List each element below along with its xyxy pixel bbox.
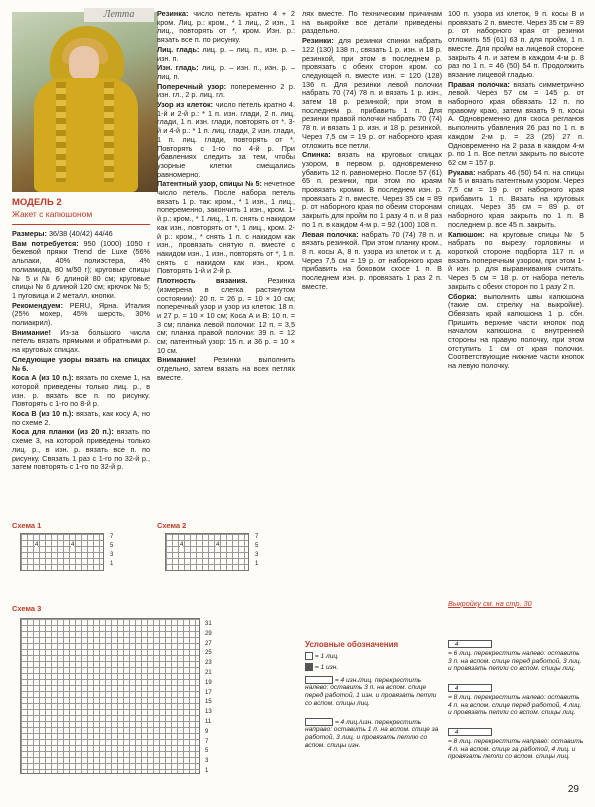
- legend-title: Условные обозначения: [305, 640, 399, 649]
- paragraph: [448, 10, 584, 80]
- paragraph-lead: Поперечный узор:: [157, 81, 227, 91]
- paragraph-lead: Плотность вязания.: [157, 276, 248, 286]
- row-number: 9: [205, 728, 209, 735]
- paragraph-text: вязать на круговых спицах узором, в первом р. одновременно убавить 12 п. равномерно. После 57 (61) 65 п. резинки, при этом по краям провязать кромки. В последнем изн. р. провязать 2 п. вместе. Через 35 см = 89 р. от наборного края по обеим сторонам закрыть для пройм по 1 разу 4 п. и 8 раз по 1 п. в каждом 4-м р. = 92 (100) 108 п.: [302, 150, 442, 229]
- paragraph-lead: Коса В (из 10 п.):: [12, 409, 74, 419]
- legend-text: = 8 лиц. перекрестить налево: оставить 4 п. на вспом. спице перед работой, 4 лиц. и провязать петли со вспом. спицы лиц.: [448, 694, 582, 717]
- legend-item: [305, 652, 441, 660]
- paragraph: [157, 356, 295, 382]
- text-column-1: [12, 230, 150, 473]
- paragraph-lead: Патентный узор, спицы № 5:: [157, 179, 262, 189]
- paragraph-text: вязать, как косу А, но по схеме 2.: [12, 409, 150, 427]
- paragraph-lead: Коса А (из 10 п.):: [12, 373, 74, 383]
- paragraph: [12, 230, 150, 239]
- legend-symbol-label: 4: [455, 686, 459, 692]
- schema-1-title: Схема 1: [12, 521, 42, 530]
- schema-2-grid: [165, 533, 249, 571]
- paragraph-lead: Узор из клеток:: [157, 100, 214, 110]
- legend-symbol-label: 4: [455, 642, 459, 648]
- cable-detail: [104, 82, 114, 182]
- paragraph: [448, 293, 584, 371]
- paragraph: [157, 10, 295, 45]
- row-number: 15: [205, 699, 212, 706]
- schema-1-row-numbers: [110, 534, 113, 570]
- row-number: 5: [110, 543, 114, 549]
- row-number: 19: [205, 679, 212, 686]
- paragraph: [448, 169, 584, 230]
- legend-text: = 4 изн./лиц. перекрестить налево: оставить 3 п. на вспом. спице перед работой, 1 изн. и провязать петли со вспом. спицы лиц.: [305, 676, 437, 707]
- paragraph: [302, 37, 442, 150]
- legend-symbol: [448, 640, 492, 648]
- row-number: 3: [110, 552, 114, 558]
- legend-symbol: [448, 728, 492, 736]
- paragraph-text: выполнить швы капюшона (такие см. стрелку на выкройке). Обвязать край капюшона 1 р. сбн. Пришить верхние части кнопок под началом капюшона с внутренней стороны на правую полочку, при этом отступить 1 см от края полочки. Соответствующие нижние части кнопок на левую полочку.: [448, 291, 584, 371]
- paragraph: [12, 240, 150, 301]
- paragraph-text: набрать 70 (74) 78 п. и вязать резинкой. При этом планку кром., 8 п. косы А, 8 п. узора из клеток и т. д. Через 7,5 см = 19 р. от наборного края прибавить на боковом скосе 1 п. В последнем изн. р. провязать 1 раз 2 п. вместе.: [302, 229, 442, 291]
- paragraph-text: лиц. р. – лиц. п., изн. р. – изн. п.: [157, 44, 295, 63]
- paragraph-text: на круговые спицы № 5 набрать по вырезу горловины и короткой стороне подборта 117 п. и вязать поперечным узором, при этом 1-й изн. р. для выравнивания считать. Через 5 см = 18 р. от набора петель закрыть с обеих сторон по 1 разу 2 п.: [448, 229, 584, 291]
- paragraph-text: лях вместе. По техническим причинам на выкройке все детали приведены раздельно.: [302, 9, 442, 36]
- paragraph-text: 36/38 (40/42) 44/46: [46, 229, 113, 238]
- schema-2-cross-label: 4: [216, 542, 220, 548]
- paragraph: [157, 83, 295, 100]
- paragraph-lead: Резинка:: [157, 9, 189, 18]
- row-number: 7: [110, 534, 114, 540]
- paragraph-text: лиц. р. – изн. п., изн. р. – лиц. п.: [157, 63, 295, 81]
- legend-item: [448, 684, 584, 717]
- schema-2-row-numbers: [255, 534, 258, 570]
- text-column-3: [302, 10, 442, 293]
- paragraph-lead: Следующие узоры вязать на спицах № 6.: [12, 354, 150, 373]
- paragraph-lead: Левая полочка:: [302, 229, 359, 239]
- text-column-2: [157, 10, 295, 384]
- paragraph-lead: Внимание!: [12, 327, 51, 337]
- paragraph-text: вязать по схеме 1, на которой приведены только лиц. р., в изн. р. вязать все п. по рисунку. Повторять с 1-го по 8-й р.: [12, 373, 150, 409]
- row-number: 1: [255, 561, 259, 567]
- schema-2-cross-label: 4: [180, 542, 184, 548]
- paragraph: [12, 374, 150, 409]
- paragraph: [302, 10, 442, 36]
- legend-text: = 4 лиц./изн. перекрестить направо: оставить 1 п. на вспом. спице за работой, 3 лиц. и провязать петлю со вспом. спицы изн.: [305, 718, 439, 749]
- paragraph-text: вязать по схеме 3, на которой приведены только лиц. р., в изн. р. вязать все п. по рисунку. Связать 1 раз с 1-го по 32-й р., затем повторять с 1-го по 32-й р.: [12, 427, 151, 472]
- paragraph: [157, 277, 295, 355]
- paragraph-text: вязать симметрично левой. Через 57 см = 145 р. от наборного края обвязать 12 п. по правому краю, затем вязать 9 п. косы А. Одновременно для скоса регланов выполнить убавления 26 раз по 1 п. в каждом 2-м р. = 23 (25) 27 п. Одновременно на 2 раза в каждом 4-м р. по 1 п. Все петли закрыть по высоте 62 см = 157 р.: [448, 79, 584, 167]
- row-number: 7: [255, 534, 259, 540]
- paragraph: [448, 81, 584, 168]
- legend-symbol-label: 4: [455, 730, 459, 736]
- legend-item: [448, 728, 584, 761]
- paragraph: [12, 410, 150, 427]
- paragraph: [157, 46, 295, 63]
- paragraph-text: Резинки выполнить отдельно, затем вязать на всех петлях вместе.: [157, 355, 295, 382]
- row-number: 31: [205, 621, 212, 627]
- model-photo: [12, 12, 158, 192]
- row-number: 13: [205, 709, 212, 716]
- paragraph-text: Резинка (измерена в слегка растянутом состоянии): 20 п. = 26 р. = 10 × 10 см; поперечный узор и узор из клеток: 18 п. и 27 р. = 10 × 10 см; Коса А и В: 10 п. = 3 см; планка левой полочки: 12 п. = 3,5 см; планка правой полочки: 39 п. = 12 см; патентный узор: 15 п. и 36 р. = 10 × 10 см.: [157, 276, 295, 355]
- row-number: 3: [255, 552, 259, 558]
- paragraph-lead: Правая полочка:: [448, 79, 510, 89]
- paragraph: [302, 231, 442, 292]
- legend-text: = 8 лиц. перекрестить направо: оставить 4 п. на вспом. спице за работой, 4 лиц. и провязать петли со вспом. спицы лиц.: [448, 738, 584, 761]
- legend-item: [305, 676, 441, 707]
- paragraph-lead: Изн. гладь:: [157, 63, 199, 73]
- paragraph-text: Из-за большого числа петель вязать прямыми и обратными р. на круговых спицах.: [12, 327, 150, 355]
- paragraph-text: для резинки спинки набрать 122 (130) 138 п., связать 1 р. изн. и 18 р. резинкой, при этом в последнем р. провязать с обеих сторон кром. со следующей п. вместе изн. = 120 (128) 136 п. Для резинки левой полочки набрать 70 (74) 78 п. и вязать 1 р. изн., затем 18 р. резинкой; при этом в последнем р. прибавить 1 п. Для резинки правой полочки набрать 70 (74) 78 п. и вязать 1 р. изн. и 18 р. резинкой. Через 7,5 см = 19 р. от наборного края отложить все петли.: [302, 36, 442, 150]
- paragraph: [157, 101, 295, 179]
- paragraph-text: 100 п. узора из клеток, 9 п. косы В и провязать 2 п. вместе. Через 35 см = 89 р. от наборного края от резинки отложить 55 (61) 63 п. для пройм, 1 п. вместе. Для пройм на лицевой стороне закрыть 4 п. и затем в каждом 4-м р. 8 раз по 1 п. = 46 (50) 54 п. Продолжить вязание лицевой гладью.: [448, 9, 584, 79]
- paragraph-lead: Размеры:: [12, 229, 47, 238]
- paragraph-text: 950 (1000) 1050 г бежевой пряжи Trend de Luxe (56% альпаки, 40% полиэстера, 4% полиамида, 80 м/50 г); круговые спицы № 5 и № 6 длиной 80 см; круговые спицы № 6 длиной 120 см; крючок № 5; 1 пуговица и 2 металл. кнопки.: [12, 238, 150, 300]
- paragraph: [157, 180, 295, 276]
- row-number: 1: [110, 561, 114, 567]
- row-number: 29: [205, 630, 212, 637]
- paragraph-lead: Рукава:: [448, 167, 476, 177]
- paragraph-lead: Лиц. гладь:: [157, 44, 200, 54]
- face-shape: [69, 46, 99, 82]
- paragraph: [302, 151, 442, 229]
- legend-symbol: [305, 652, 313, 660]
- paragraph-lead: Сборка:: [448, 291, 477, 301]
- row-number: 25: [205, 650, 212, 657]
- paragraph: [12, 302, 150, 328]
- legend-symbol: [448, 684, 492, 692]
- row-number: 11: [205, 718, 212, 725]
- paragraph-lead: Резинки:: [302, 36, 334, 46]
- model-subtitle: Жакет с капюшоном: [12, 209, 93, 219]
- cable-detail: [56, 82, 66, 182]
- schema-3-title: Схема 3: [12, 604, 42, 613]
- schema-1-cross-label: 4: [71, 542, 75, 548]
- jacket-shape: [34, 78, 138, 192]
- text-column-4: [448, 10, 584, 372]
- legend-item: [305, 663, 441, 671]
- paragraph-lead: Вам потребуется:: [12, 238, 79, 248]
- row-number: 5: [255, 543, 259, 549]
- model-heading: [12, 197, 152, 219]
- paragraph-lead: Спинка:: [302, 150, 331, 160]
- legend-symbol: [305, 718, 333, 726]
- row-number: 23: [205, 660, 212, 667]
- paragraph-lead: Внимание!: [157, 355, 196, 365]
- legend-symbol: [305, 663, 313, 671]
- heading-rule: [12, 224, 150, 225]
- row-number: 3: [205, 758, 209, 765]
- paragraph: [157, 64, 295, 81]
- paragraph: [12, 428, 150, 472]
- page-number: 29: [567, 784, 579, 795]
- legend-item: [305, 718, 441, 749]
- paragraph-lead: Капюшон:: [448, 229, 485, 239]
- paragraph-lead: Рекомендуем:: [12, 300, 63, 310]
- row-number: 7: [205, 738, 209, 745]
- legend-text: = 1 лиц.: [313, 652, 340, 660]
- paragraph: [12, 356, 150, 373]
- legend-item: [448, 640, 584, 673]
- paragraph-text: нечетное число петель. После набора петель вязать 1 р. так: кром., * 1 изн., 1 лиц., попеременно, закончить 1 изн., кром. 1-й р.: кром., * 1 лиц., 1 п. снять с накидом как изн., повторять от *, 1 лиц., кром. 2-й р.: кром., * снять 1 п. с накидом как изн., провязать снятую п. вместе с накидом изн., 1 изн., повторять от *, 1 п. снять с накидом как изн., кром. Повторять 1-й и 2-й р.: [157, 179, 295, 276]
- paragraph: [12, 329, 150, 355]
- legend-symbol: [305, 676, 333, 684]
- pattern-link[interactable]: Выкройку см. на стр. 30: [448, 599, 532, 608]
- schema-3-grid: [20, 618, 200, 774]
- schema-3-row-numbers: [205, 620, 212, 777]
- schema-2-title: Схема 2: [157, 521, 187, 530]
- paragraph: [448, 231, 584, 292]
- row-number: 17: [205, 689, 212, 696]
- legend-text: = 6 лиц. перекрестить налево: оставить 3 п. на вспом. спице перед работой, 3 лиц. и провязать петли со вспом. спицы лиц.: [448, 650, 582, 673]
- model-title: МОДЕЛЬ 2: [12, 197, 62, 208]
- pattern-link-wrap: [448, 600, 584, 609]
- paragraph-text: попеременно 2 р. изн. гл., 2 р. лиц. гл.: [157, 81, 295, 100]
- row-number: 27: [205, 640, 212, 647]
- row-number: 5: [205, 748, 209, 755]
- paragraph-text: PERU, Ярна. Италия (25% мохер, 45% шерсть, 30% полиакрил).: [12, 300, 150, 328]
- schema-1-grid: [20, 533, 104, 571]
- paragraph-text: набрать 46 (50) 54 п. на спицы № 5 и вязать патентным узором. Через 7,5 см = 19 р. от наборного края прибавить 1 п. Вязать на круговых спицах. Через 35 см = 89 р. от наборного края закрыть по 1 п. В последнем р. все 45 п. закрыть.: [448, 167, 584, 229]
- row-number: 21: [205, 669, 212, 676]
- row-number: 1: [205, 767, 209, 774]
- schema-1-cross-label: 4: [35, 542, 39, 548]
- paragraph-lead: Коса для планки (из 20 п.):: [12, 427, 114, 437]
- brand-label: Летта: [84, 8, 154, 22]
- paragraph-text: число петель кратно 4 + 2 кром. Лиц. р.: кром., * 1 лиц., 2 изн., 1 лиц., повторять от *, кром. Изн. р.: вязать все п. по рисунку.: [157, 9, 295, 45]
- paragraph-text: число петель кратно 4. 1-й и 2-й р.: * 1 п. изн. глади, 2 п. лиц. глади, 1 п. изн. глади, повторять от *. 3-й и 4-й р.: * 1 п. лиц. глади, 2 изн. глади, 1 п. лиц. глади, повторять от *. Повторять с 1-го по 4-й р. При убавлениях следить за тем, чтобы узорные клетки смещались равномерно.: [157, 100, 295, 179]
- legend-text: = 1 изн.: [313, 663, 339, 671]
